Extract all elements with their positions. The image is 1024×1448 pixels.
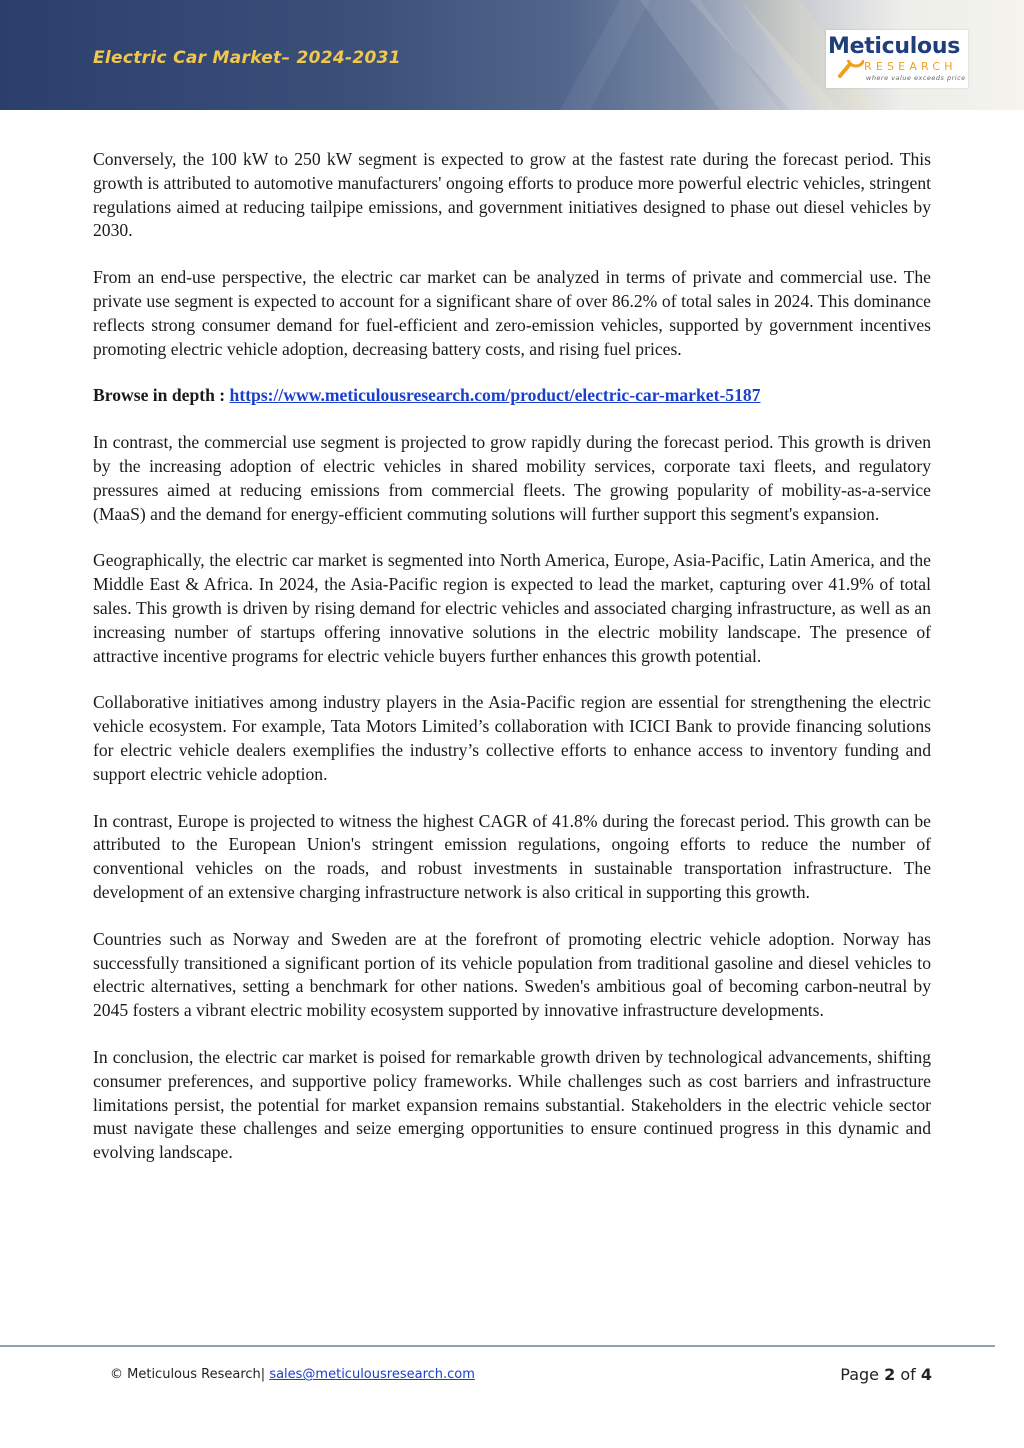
paragraph-europe: In contrast, Europe is projected to witness the highest CAGR of 41.8% during the forecast period. This growth can be attributed to the European Union's stringent emission regulations, ongoing efforts to reduce the number of conventional vehicles on the roads, and robust investments in sustainable transportation infrastructure. The development of an extensive charging infrastructure network is also critical in supporting this growth. [93, 810, 931, 902]
footer-copyright [110, 1367, 475, 1382]
paragraph-power-segment: Conversely, the 100 kW to 250 kW segment is expected to grow at the fastest rate during the forecast period. This growth is attributed to automotive manufacturers' ongoing efforts to produce more powerful electric vehicles, stringent regulations aimed at reducing tailpipe emissions, and government initiatives designed to phase out diesel vehicles by 2030. [93, 149, 931, 241]
copyright-text: © Meticulous Research| [110, 1367, 266, 1382]
paragraph-conclusion: In conclusion, the electric car market is poised for remarkable growth driven by technological advancements, shifting consumer preferences, and supportive policy frameworks. While challenges such as cost barriers and infrastructure limitations persist, the potential for market expansion remains substantial. Stakeholders in the electric vehicle sector must navigate these challenges and seize emerging opportunities to ensure continued progress in this dynamic and evolving landscape. [93, 1046, 931, 1163]
header-title: Electric Car Market– 2024-2031 [93, 48, 401, 68]
page-word: Page [840, 1365, 880, 1384]
email-link[interactable]: sales@meticulousresearch.com [269, 1367, 475, 1382]
logo-magnifier-icon [828, 60, 864, 84]
logo-subtitle: RESEARCH [864, 60, 957, 73]
paragraph-end-use: From an end-use perspective, the electric car market can be analyzed in terms of private and commercial use. The private use segment is expected to account for a significant share of over 86.2% of total sales in 2024. This dominance reflects strong consumer demand for fuel-efficient and zero-emission vehicles, supported by government incentives promoting electric vehicle adoption, decreasing battery costs, and rising fuel prices. [93, 267, 931, 359]
logo-name: Meticulous [828, 34, 960, 59]
paragraph-norway-sweden: Countries such as Norway and Sweden are at the forefront of promoting electric vehicle adoption. Norway has successfully transitioned a significant portion of its vehicle population from traditional gasoline and diesel vehicles to electric alternatives, setting a benchmark for other nations. Sweden's ambitious goal of becoming carbon-neutral by 2045 fosters a vibrant electric mobility ecosystem supported by innovative infrastructure developments. [93, 928, 931, 1021]
product-link[interactable]: https://www.meticulousresearch.com/product/electric-car-market-5187 [229, 385, 761, 406]
paragraph-collaborative: Collaborative initiatives among industry players in the Asia-Pacific region are essential for strengthening the electric vehicle ecosystem. For example, Tata Motors Limited’s collaboration with ICICI Bank to provide financing solutions for electric vehicle dealers exemplifies the industry’s collective efforts to enhance access to inventory funding and support electric vehicle adoption. [93, 692, 931, 784]
page-number [840, 1365, 932, 1384]
document-body [93, 148, 931, 1188]
browse-in-depth [93, 384, 931, 408]
page-header [0, 0, 1024, 110]
logo-tagline: where value exceeds price [866, 74, 966, 82]
paragraph-commercial-use: In contrast, the commercial use segment is projected to grow rapidly during the forecast period. This growth is driven by the increasing adoption of electric vehicles in shared mobility services, corporate taxi fleets, and regulatory pressures aimed at reducing emissions from commercial fleets. The growing popularity of mobility-as-a-service (MaaS) and the demand for energy-efficient commuting solutions will further support this segment's expansion. [93, 432, 931, 524]
page-current: 2 [884, 1365, 896, 1384]
page-of: of [900, 1365, 916, 1384]
footer-divider [0, 1345, 995, 1347]
company-logo[interactable] [826, 30, 968, 88]
browse-label: Browse in depth : [93, 385, 230, 406]
paragraph-geography: Geographically, the electric car market is segmented into North America, Europe, Asia-Pacific, Latin America, and the Middle East & Africa. In 2024, the Asia-Pacific region is expected to lead the market, capturing over 41.9% of total sales. This growth is driven by rising demand for electric vehicles and associated charging infrastructure, as well as an increasing number of startups offering innovative solutions in the electric mobility landscape. The presence of attractive incentive programs for electric vehicle buyers further enhances this growth potential. [93, 550, 931, 666]
page-total: 4 [920, 1365, 932, 1384]
